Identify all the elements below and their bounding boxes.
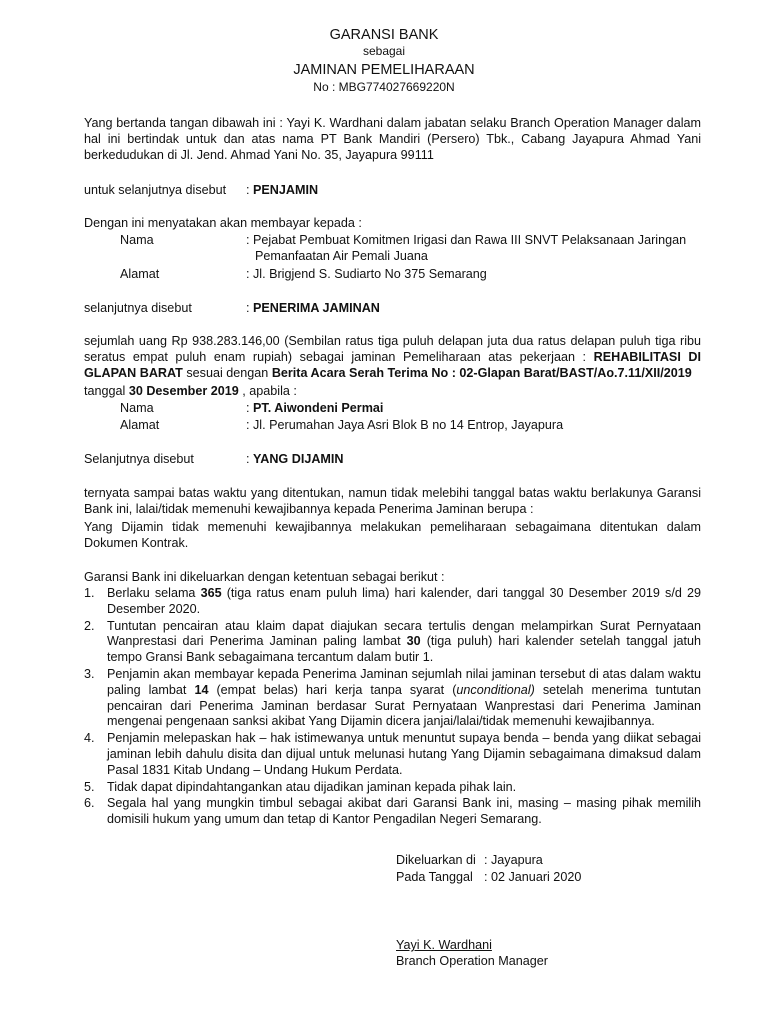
term-number-5: 5. [84,779,95,794]
terms-list [84,586,701,829]
payee-nama-value: : Pejabat Pembuat Komitmen Irigasi dan Rawa III SNVT Pelaksanaan Jaringan Pemanfaatan Air Pemali Juana [246,233,687,263]
term-item-1 [84,586,701,618]
principal-alamat-label: Alamat [120,418,160,432]
term-number-1: 1. [84,586,95,600]
payee-alamat-value: : Jl. Brigjend S. Sudiarto No 375 Semarang [246,267,487,281]
payee-nama-label: Nama [120,233,154,247]
amount-text-2: sesuai dengan [182,365,272,380]
payee-nama-text: Pejabat Pembuat Komitmen Irigasi dan Rawa III SNVT Pelaksanaan Jaringan Pemanfaatan Air Pemali Juana [253,233,687,263]
term-number-6: 6. [84,796,95,811]
penjamin-value: : PENJAMIN [246,183,319,197]
bast-date: 30 Desember 2019 [128,384,239,398]
principal-nama-text: PT. Aiwondeni Permai [253,401,384,415]
principal-nama-label: Nama [120,401,154,415]
principal-nama-value: : PT. Aiwondeni Permai [246,401,384,415]
term-1-days: 365 [200,586,222,600]
term-2-text-a: Tuntutan pencairan atau klaim dapat diajukan secara tertulis dengan melampirkan Surat Pernyataan Wanprestasi dari Penerima Jaminan paling lambat [107,618,701,649]
condition-obligation: Yang Dijamin tidak memenuhi kewajibannya melakukan pemeliharaan sebagaimana ditentukan dalam Dokumen Kontrak. [84,520,701,550]
issuance-date-value: : 02 Januari 2020 [484,870,582,884]
term-number-3: 3. [84,666,95,681]
dijamin-name: YANG DIJAMIN [253,452,344,466]
term-item-3 [84,667,701,730]
terms-lead: Garansi Bank ini dikeluarkan dengan ketentuan sebagai berikut : [84,570,445,584]
issuance-place-value: : Jayapura [484,853,543,867]
term-5-text: Tidak dapat dipindahtangankan atau dijadikan jaminan kepada pihak lain. [107,779,517,794]
term-2-text-c: (tiga puluh) hari kalender setelah tanggal jatuh tempo Gransi Bank sebagaimana tercantum dalam butir 1. [107,634,702,665]
bast-number: Berita Acara Serah Terima No : 02-Glapan Barat/BAST/Ao.7.11/XII/2019 [271,365,692,380]
penjamin-label: untuk selanjutnya disebut [84,183,227,197]
document-subtitle: sebagai [362,44,406,58]
term-1-text-c: (tiga ratus enam puluh lima) hari kalender, dari tanggal 30 Desember 2019 s/d 29 Desember 2020. [107,586,701,616]
amount-date-line [84,384,701,400]
document-title-secondary: JAMINAN PEMELIHARAAN [293,62,475,78]
signatory-title: Branch Operation Manager [396,954,548,968]
term-6-text: Segala hal yang mungkin timbul sebagai akibat dari Garansi Bank ini, masing – masing pihak memilih domisili hukum yang umum dan tetap di Kantor Pengadilan Negeri Semarang. [107,796,701,827]
term-number-4: 4. [84,731,95,746]
term-3-text-a: Penjamin akan membayar kepada Penerima Jaminan sejumlah nilai jaminan tersebut di atas dalam waktu paling lambat [107,666,701,697]
principal-alamat-text: Jl. Perumahan Jaya Asri Blok B no 14 Entrop, Jayapura [253,418,564,432]
penjamin-name: PENJAMIN [253,183,319,197]
term-4-text: Penjamin melepaskan hak – hak istimewanya untuk menuntut supaya benda – benda yang diikat sebagai jaminan lebih dahulu disita dan dijual untuk melunasi hutang Yang Dijamin sebagaimana dimaksud dalam Pasal 1831 Kitab Undang – Undang Hukum Perdata. [107,731,701,777]
penerima-label: selanjutnya disebut [84,301,192,315]
dijamin-value: : YANG DIJAMIN [246,452,344,466]
term-3-days: 14 [194,682,209,697]
term-number-2: 2. [84,618,95,633]
intro-paragraph: Yang bertanda tangan dibawah ini : Yayi K. Wardhani dalam jabatan selaku Branch Operation Manager dalam hal ini bertindak untuk dan atas nama PT Bank Mandiri (Persero) Tbk., Cabang Jayapura Ahmad Yani berkedudukan di Jl. Jend. Ahmad Yani No. 35, Jayapura 99111 [84,116,701,162]
issuance-date-label: Pada Tanggal [396,870,473,884]
term-item-4 [84,731,701,778]
issuance-date [396,870,716,886]
term-item-5 [84,780,701,796]
document-title: GARANSI BANK [329,27,439,43]
term-item-6 [84,796,701,828]
amount-text-1: sejumlah uang Rp 938.283.146,00 (Sembilan ratus tiga puluh delapan juta dua ratus delapan puluh tiga ribu seratus empat puluh enam rupiah) sebagai jaminan Pemeliharaan atas pekerjaan : [84,334,701,364]
term-item-2 [84,619,701,666]
payee-alamat-label: Alamat [120,267,160,281]
guarantee-number: No : MBG774027669220N [313,80,455,94]
penerima-value: : PENERIMA JAMINAN [246,301,380,315]
term-1-text-a: Berlaku selama [107,586,201,600]
amount-text-4: , apabila : [238,384,297,398]
payee-lead: Dengan ini menyatakan akan membayar kepada : [84,216,362,230]
project-name: REHABILITASI DI GLAPAN BARAT [84,349,701,380]
term-3-unconditional: unconditional) [456,682,535,697]
term-3-text-c: (empat belas) hari kerja tanpa syarat ( [208,682,457,697]
issuance-place-label: Dikeluarkan di [396,853,476,867]
principal-alamat-value: : Jl. Perumahan Jaya Asri Blok B no 14 Entrop, Jayapura [246,418,564,432]
payee-alamat-text: Jl. Brigjend S. Sudiarto No 375 Semarang [253,267,487,281]
signatory-name: Yayi K. Wardhani [396,938,492,952]
dijamin-label: Selanjutnya disebut [84,452,194,466]
amount-paragraph [84,334,701,381]
amount-text-3: tanggal [84,384,129,398]
term-2-days: 30 [406,634,421,649]
term-3-text-e: setelah menerima tuntutan pencairan dari Penerima Jaminan berdasar Surat Pernyataan Wanprestasi dari Penerima Jaminan mengenai pengenaan sanksi akibat Yang Dijamin dicera janjai/lalai/tidak memenuhi kewajibannya. [107,682,701,729]
condition-paragraph: ternyata sampai batas waktu yang ditentukan, namun tidak melebihi tanggal batas waktu berlakunya Garansi Bank ini, lalai/tidak memenuhi kewajibannya kepada Penerima Jaminan berupa : [84,486,701,516]
issuance-place [396,853,716,869]
penerima-name: PENERIMA JAMINAN [253,301,380,315]
